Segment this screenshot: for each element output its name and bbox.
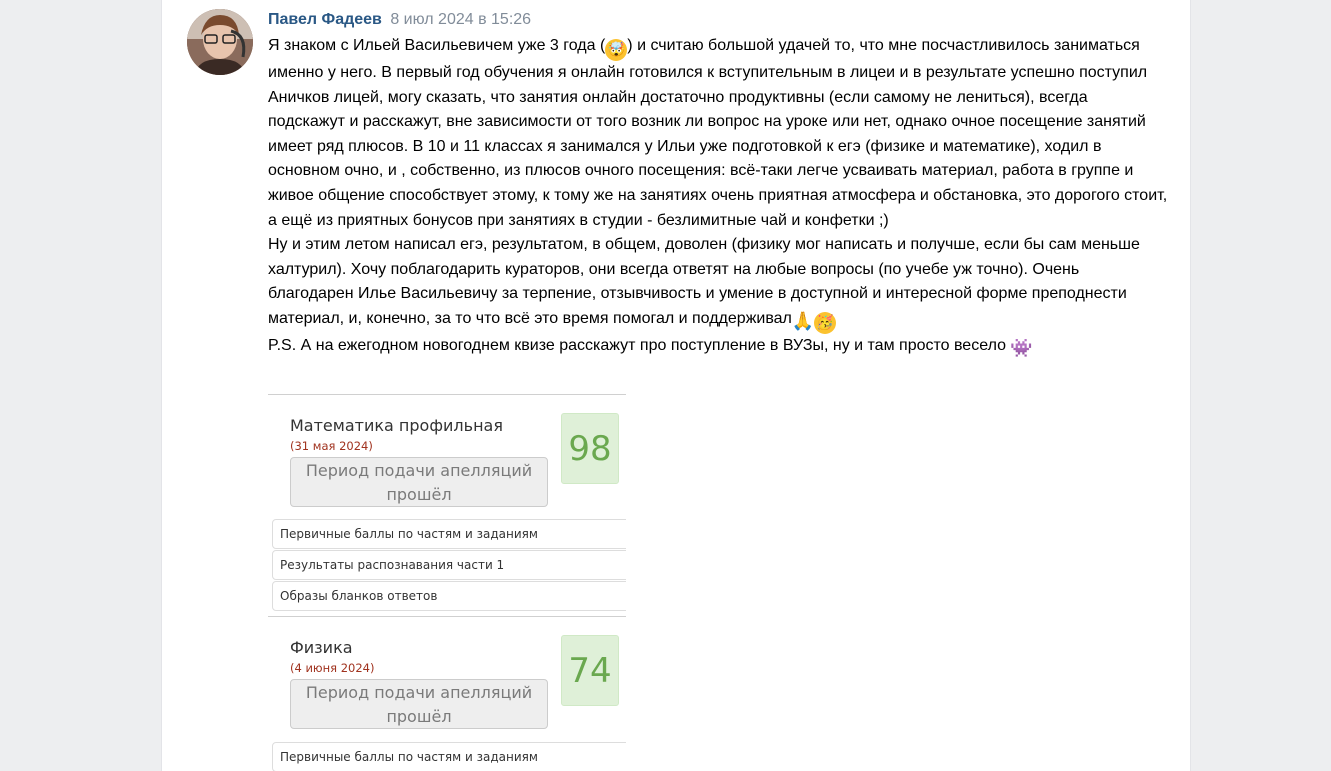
post-text-segment: Я знаком с Ильей Васильевичем уже 3 года ( bbox=[268, 37, 606, 54]
subject-title: Физика bbox=[290, 638, 353, 657]
subject-title: Математика профильная bbox=[290, 416, 503, 435]
subject-date: (31 мая 2024) bbox=[290, 439, 373, 453]
details-row: Результаты распознавания части 1 bbox=[272, 550, 626, 580]
score-badge: 98 bbox=[561, 413, 619, 484]
folded-hands-emoji-icon: 🙏 bbox=[791, 310, 815, 332]
details-row: Образы бланков ответов bbox=[272, 581, 626, 611]
attached-exam-results-image[interactable] bbox=[268, 394, 626, 771]
score-badge: 74 bbox=[561, 635, 619, 706]
avatar-photo bbox=[187, 9, 253, 75]
appeal-status-button bbox=[290, 457, 548, 507]
post-paragraph bbox=[268, 233, 1168, 334]
appeal-status-line: прошёл bbox=[386, 707, 452, 726]
details-row: Первичные баллы по частям и заданиям bbox=[272, 742, 626, 771]
post-text-segment: ) и считаю большой удачей то, что мне посчастливилось заниматься именно у него. В первый год обучения я онлайн готовился к вступительным в лицеи и в результате успешно поступил Аничков лицей, могу сказать, что занятия онлайн достаточно продуктивны (если самому не лениться), всегда подскажут и расскажут, вне зависимости от того возник ли вопрос на уроке или нет, однако очное посещение занятий имеет ряд плюсов. В 10 и 11 классах я занимался у Ильи уже подготовкой к егэ (физике и математике), ходил в основном очно, и , собственно, из плюсов очного посещения: всё-таки легче усваивать материал, работа в группе и живое общение способствует этому, к тому же на занятиях очень приятная атмосфера и обстановка, это дорогого стоит, а ещё из приятных бонусов при занятиях в студии - безлимитные чай и конфетки ;) bbox=[268, 37, 1168, 229]
appeal-status-line: Период подачи апелляций bbox=[305, 461, 533, 480]
post-text bbox=[268, 34, 1168, 360]
divider bbox=[268, 394, 626, 395]
post-text-segment: P.S. А на ежегодном новогоднем квизе расскажут про поступление в ВУЗы, ну и там просто весело bbox=[268, 336, 1011, 354]
divider bbox=[268, 616, 626, 617]
appeal-status-line: прошёл bbox=[386, 485, 452, 504]
appeal-status-button bbox=[290, 679, 548, 729]
post-paragraph bbox=[268, 34, 1168, 233]
post-card bbox=[161, 0, 1191, 771]
exploding-head-emoji-icon: 🤯 bbox=[605, 39, 627, 61]
post-date[interactable]: 8 июл 2024 в 15:26 bbox=[390, 11, 532, 28]
post-header bbox=[268, 9, 531, 31]
alien-monster-emoji-icon: 👾 bbox=[1010, 337, 1033, 359]
appeal-status-line: Период подачи апелляций bbox=[305, 683, 533, 702]
author-name[interactable]: Павел Фадеев bbox=[268, 11, 382, 28]
post-paragraph bbox=[268, 334, 1168, 360]
subject-date: (4 июня 2024) bbox=[290, 661, 375, 675]
avatar[interactable] bbox=[187, 9, 253, 75]
party-face-emoji-icon: 🥳 bbox=[814, 312, 836, 334]
details-row: Первичные баллы по частям и заданиям bbox=[272, 519, 626, 549]
post-text-segment: Ну и этим летом написал егэ, результатом, в общем, доволен (физику мог написать и получше, если бы сам меньше халтурил). Хочу поблагодарить кураторов, они всегда ответят на любые вопросы (по учебе уж точно). Очень благодарен Илье Васильевичу за терпение, отзывчивость и умение в доступной и интересной форме преподнести материал, и, конечно, за то что всё это время помогал и поддерживал bbox=[268, 236, 1140, 327]
